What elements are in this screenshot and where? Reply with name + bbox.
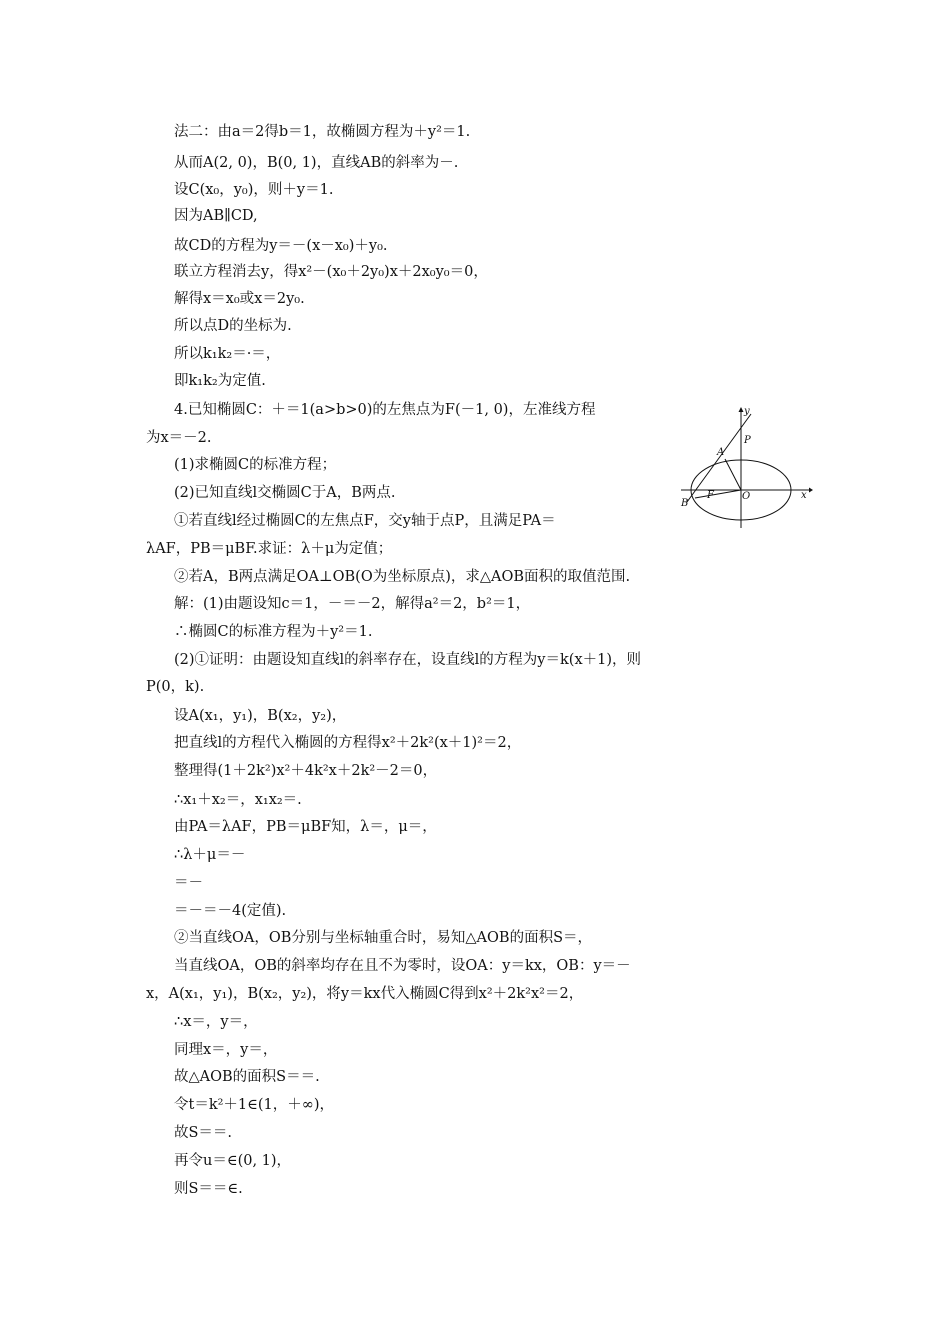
segment-ob [695,490,741,498]
text-line: (1)求椭圆C的标准方程； [174,457,337,473]
text-line: ∴λ＋μ＝－ [174,847,246,863]
text-line: 为x＝－2. [146,430,212,446]
ellipse-figure [673,402,813,530]
text-line: 因为AB∥CD, [174,208,258,224]
text-line: 故CD的方程为y＝－(x－x₀)＋y₀. [174,238,388,254]
label-a: A [717,447,725,458]
text-line: 从而A(2, 0)，B(0, 1)，直线AB的斜率为－. [174,155,459,171]
text-line: ②若A，B两点满足OA⊥OB(O为坐标原点)，求△AOB面积的取值范围. [174,569,631,585]
text-line: ①若直线l经过椭圆C的左焦点F，交y轴于点P，且满足PA＝ [174,513,556,529]
text-line: 把直线l的方程代入椭圆的方程得x²＋2k²(x＋1)²＝2， [174,735,522,751]
label-o: O [742,491,751,502]
label-y: y [744,406,750,417]
text-line: P(0，k). [146,679,205,695]
text-line: 令t＝k²＋1∈(1，＋∞)， [174,1097,335,1113]
text-line: ＝－ [174,875,203,891]
segment-oa [725,459,741,490]
text-line: 即k₁k₂为定值. [174,373,266,389]
text-line: ∴椭圆C的标准方程为＋y²＝1. [174,624,373,640]
text-line: ＝－＝－4(定值). [174,903,287,919]
problem-4-statement: 4.已知椭圆C：＋＝1(a>b>0)的左焦点为F(－1, 0)，左准线方程 [174,402,596,418]
text-line: 由PA＝λAF，PB＝μBF知，λ＝，μ＝， [174,819,437,835]
text-line: (2)已知直线l交椭圆C于A，B两点. [174,485,396,501]
text-line: 再令u＝∈(0, 1)， [174,1153,292,1169]
text-line: (2)①证明：由题设知直线l的斜率存在，设直线l的方程为y＝k(x＋1)，则 [174,652,642,668]
label-b: B [681,498,689,509]
text-line: 故S＝＝. [174,1125,233,1141]
x-axis-arrow-icon [809,488,813,493]
text-line: 则S＝＝∈. [174,1181,243,1197]
label-f: F [707,490,714,501]
text-line: 法二：由a＝2得b＝1，故椭圆方程为＋y²＝1. [174,124,471,140]
text-line: 所以点D的坐标为. [174,318,292,334]
text-line: 故△AOB的面积S＝＝. [174,1069,320,1085]
text-line: λAF，PB＝μBF.求证：λ＋μ为定值； [146,541,393,557]
text-line: 同理x＝，y＝， [174,1042,278,1058]
text-line: 联立方程消去y，得x²－(x₀＋2y₀)x＋2x₀y₀＝0， [174,264,488,280]
y-axis-arrow-icon [739,407,744,412]
text-line: 设C(x₀，y₀)，则＋y＝1. [174,182,334,198]
text-line: x，A(x₁，y₁)，B(x₂，y₂)，将y＝kx代入椭圆C得到x²＋2k²x²＝2， [146,986,584,1002]
label-x: x [801,490,807,501]
label-p: P [744,435,751,446]
text-line: 设A(x₁，y₁)，B(x₂，y₂)， [174,708,347,724]
text-line: 解：(1)由题设知c＝1，－＝－2，解得a²＝2，b²＝1， [174,596,531,612]
text-line: ∴x＝，y＝， [174,1014,258,1030]
text-line: 所以k₁k₂＝·＝， [174,346,281,362]
text-line: ∴x₁＋x₂＝，x₁x₂＝. [174,792,302,808]
text-line: ②当直线OA，OB分别与坐标轴重合时，易知△AOB的面积S＝， [174,930,592,946]
text-line: 当直线OA，OB的斜率均存在且不为零时，设OA：y＝kx，OB：y＝－ [174,958,631,974]
text-line: 整理得(1＋2k²)x²＋4k²x＋2k²－2＝0， [174,763,438,779]
text-line: 解得x＝x₀或x＝2y₀. [174,291,305,307]
